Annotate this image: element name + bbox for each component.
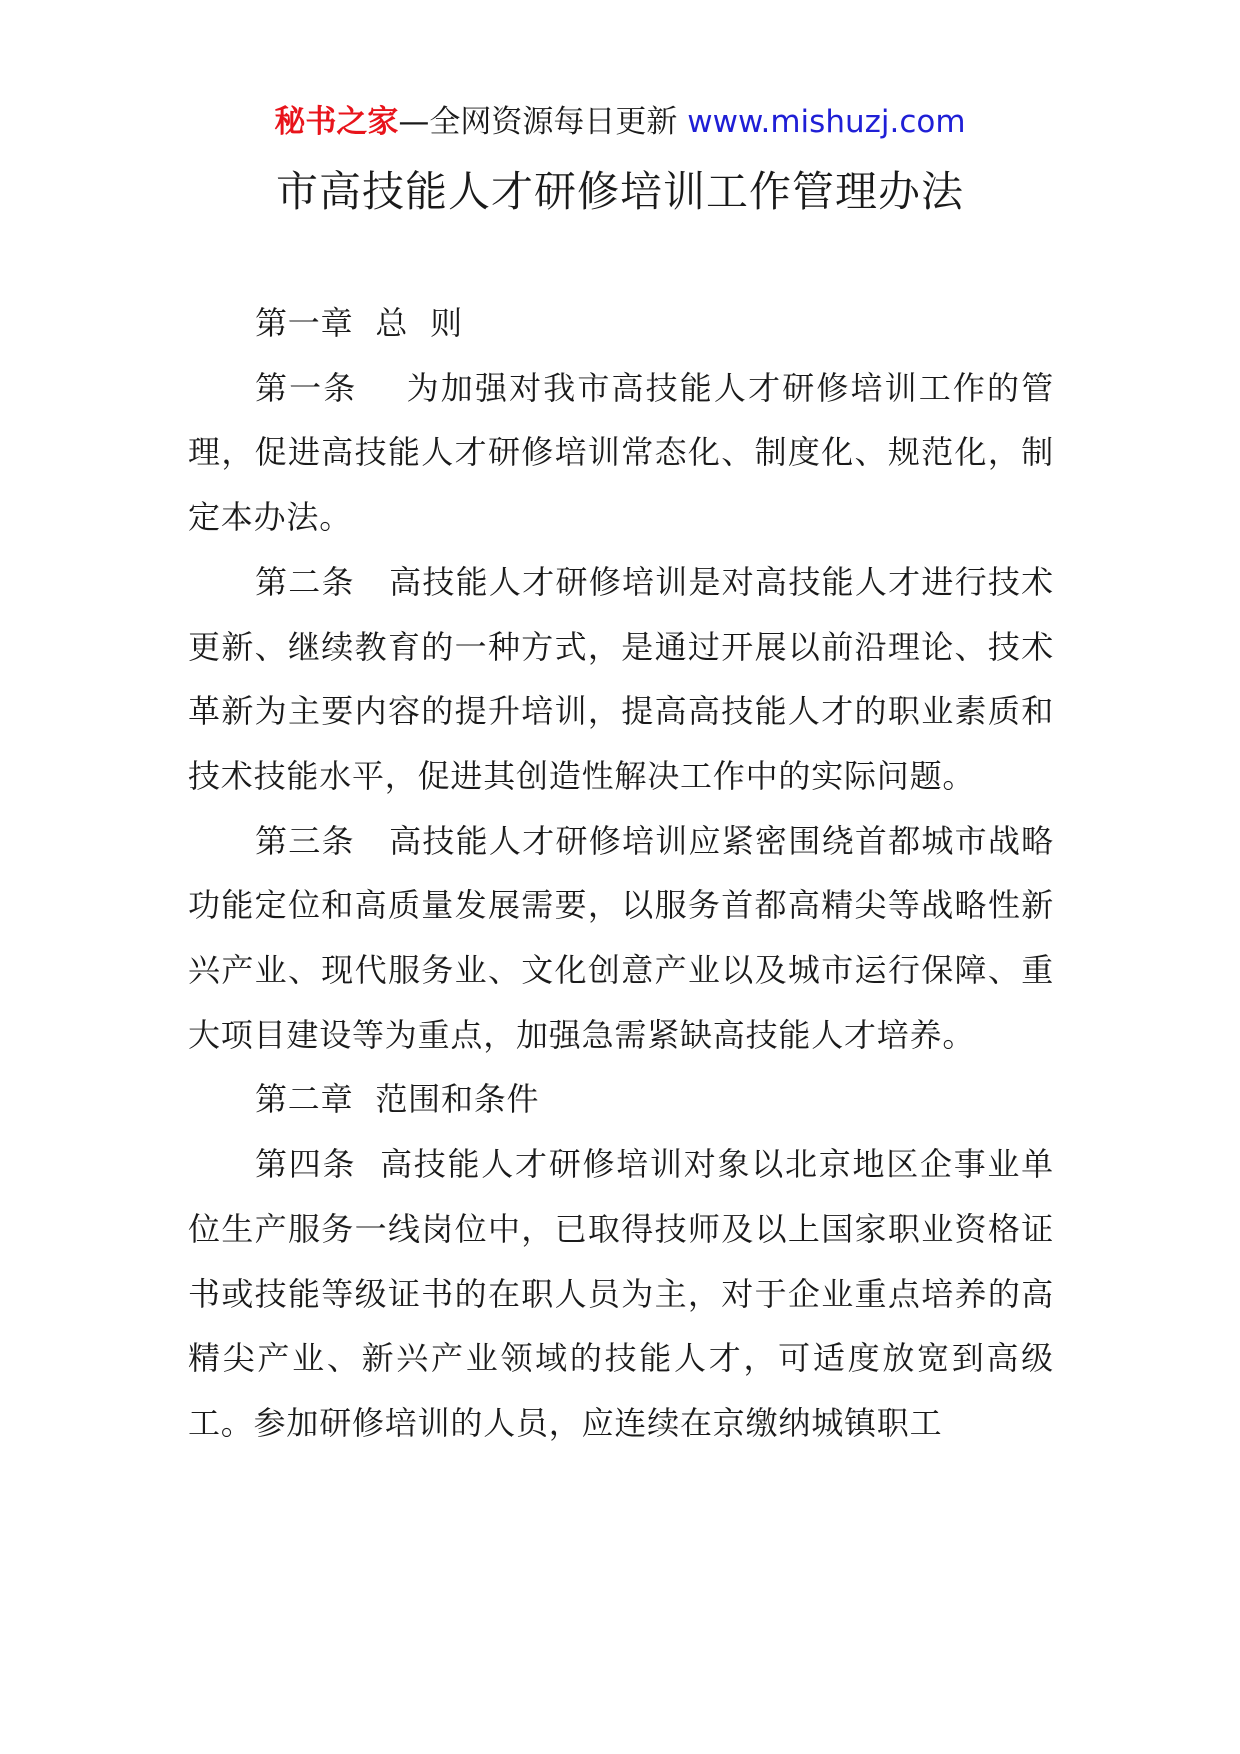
site-header — [0, 100, 1240, 144]
article-number: 第一条 — [255, 368, 407, 407]
brand-name: 秘书之家 — [274, 104, 399, 140]
article-paragraph-4 — [188, 1132, 1054, 1456]
chapter-heading-2 — [188, 1067, 1054, 1132]
article-paragraph-3 — [188, 809, 1054, 1068]
article-number: 第三条 — [255, 821, 390, 860]
chapter-label: 第一章 总 则 — [255, 304, 463, 342]
article-paragraph-2 — [188, 550, 1054, 809]
article-number: 第二条 — [255, 562, 390, 601]
document-title: 市高技能人才研修培训工作管理办法 — [275, 167, 964, 216]
chapter-label: 第二章 范围和条件 — [255, 1080, 540, 1119]
article-text: 高技能人才研修培训是对高技能人才进行技术更新、继续教育的一种方式，是通过开展以前沿理论、技术革新为主要内容的提升培训，提高高技能人才的职业素质和技术技能水平，促进其创造性解决工作中的实际问题。 — [188, 562, 1054, 795]
document-body — [188, 291, 1054, 1456]
article-text: 为加强对我市高技能人才研修培训工作的管理，促进高技能人才研修培训常态化、制度化、规范化，制定本办法。 — [188, 368, 1054, 537]
article-number: 第四条 — [255, 1145, 381, 1184]
header-tagline: —全网资源每日更新 — [398, 104, 688, 140]
article-paragraph-1 — [188, 356, 1054, 550]
article-text: 高技能人才研修培训对象以北京地区企事业单位生产服务一线岗位中，已取得技师及以上国家职业资格证书或技能等级证书的在职人员为主，对于企业重点培养的高精尖产业、新兴产业领域的技能人才，可适度放宽到高级工。参加研修培训的人员，应连续在京缴纳城镇职工 — [188, 1145, 1054, 1442]
header-url-link[interactable]: www.mishuzj.com — [687, 104, 966, 140]
article-text: 高技能人才研修培训应紧密围绕首都城市战略功能定位和高质量发展需要，以服务首都高精尖等战略性新兴产业、现代服务业、文化创意产业以及城市运行保障、重大项目建设等为重点，加强急需紧缺高技能人才培养。 — [188, 821, 1054, 1054]
chapter-heading-1 — [188, 291, 1054, 356]
